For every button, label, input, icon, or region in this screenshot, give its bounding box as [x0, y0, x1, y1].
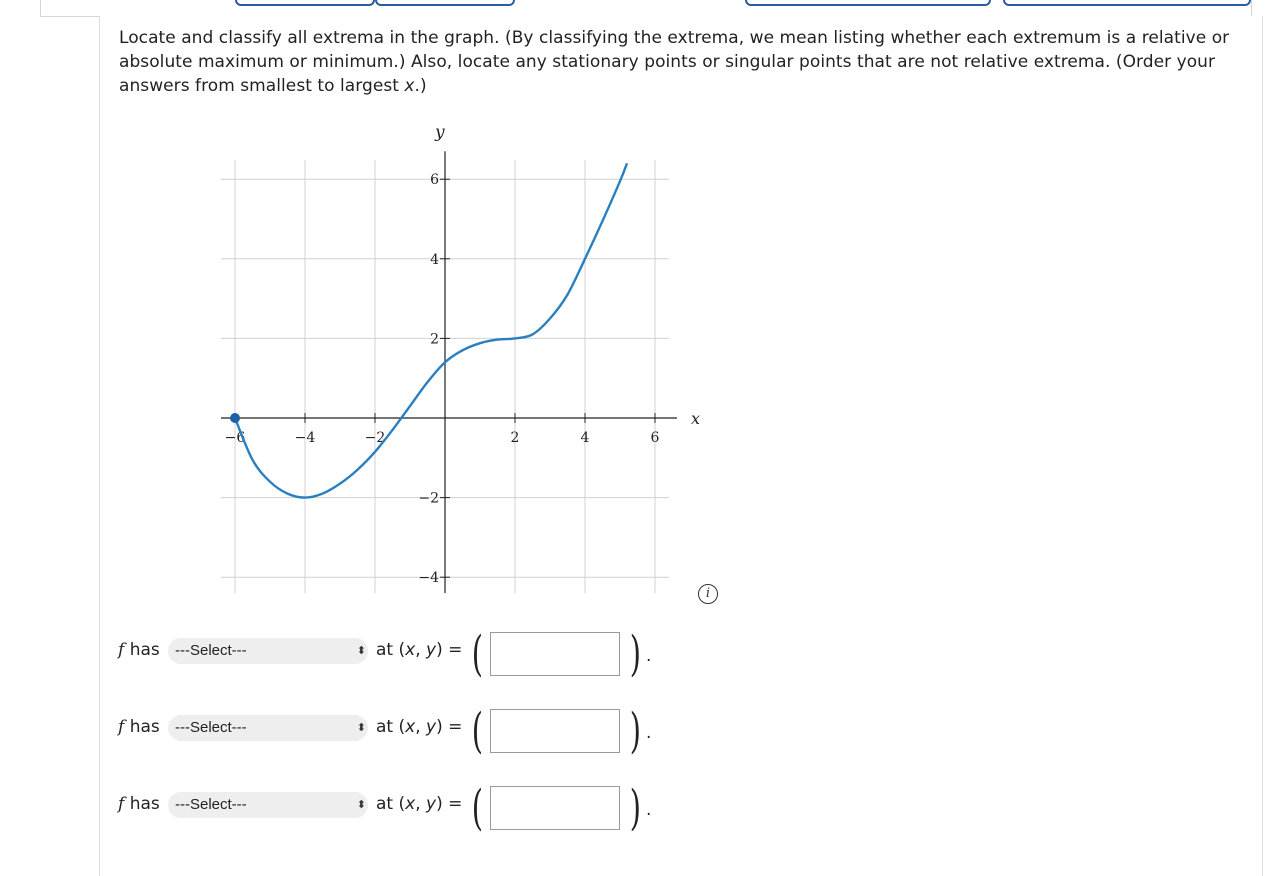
period: .: [646, 646, 652, 666]
open-paren: (: [471, 780, 483, 836]
y-tick-label: 2: [430, 331, 439, 348]
x-axis-label: x: [691, 409, 700, 428]
x-tick-label: −6: [224, 430, 246, 446]
f-has-label: f has: [118, 640, 160, 660]
info-icon[interactable]: i: [698, 584, 718, 604]
y-tick-label: −2: [418, 490, 439, 507]
question-text: [119, 26, 1249, 98]
x-tick-label: −2: [364, 430, 386, 446]
period: .: [646, 800, 652, 820]
period: .: [646, 723, 652, 743]
f-has-label: f has: [118, 794, 160, 814]
open-paren: (: [471, 703, 483, 759]
toolbar-button-2[interactable]: [375, 0, 515, 6]
at-xy-label: at (x, y) =: [376, 717, 463, 737]
close-paren: ): [629, 626, 641, 682]
at-xy-label: at (x, y) =: [376, 794, 463, 814]
coordinate-input[interactable]: [490, 709, 620, 753]
question-x-var: x: [404, 76, 415, 96]
close-paren: ): [629, 703, 641, 759]
chevron-updown-icon: ⬍: [356, 722, 366, 734]
y-tick-label: −4: [418, 570, 439, 587]
chevron-updown-icon: ⬍: [356, 799, 366, 811]
coordinate-input[interactable]: [490, 632, 620, 676]
close-paren: ): [629, 780, 641, 836]
extremum-type-select[interactable]: ---Select--- ⬍: [168, 792, 368, 818]
answer-row-2: [118, 703, 678, 759]
x-tick-label: 6: [650, 430, 660, 446]
question-body: Locate and classify all extrema in the graph. (By classifying the extrema, we mean listing whether each extremum is a relative or absolute maximum or minimum.) Also, locate any stationary points or singular points that are not relative extrema. (Order your answers from smallest to largest: [119, 28, 1230, 96]
y-axis-label: y: [435, 122, 445, 143]
x-tick-label: 4: [580, 430, 590, 446]
coordinate-input[interactable]: [490, 786, 620, 830]
extremum-type-select[interactable]: ---Select--- ⬍: [168, 715, 368, 741]
extremum-type-select[interactable]: ---Select--- ⬍: [168, 638, 368, 664]
y-tick-label: 6: [430, 172, 439, 189]
open-paren: (: [471, 626, 483, 682]
question-tail: .): [414, 76, 427, 96]
y-tick-label: 4: [430, 251, 439, 268]
at-xy-label: at (x, y) =: [376, 640, 463, 660]
answer-row-3: [118, 780, 678, 836]
x-tick-label: 2: [510, 430, 520, 446]
endpoint-dot: [230, 413, 240, 423]
x-tick-label: −4: [294, 430, 316, 446]
graph-svg: [210, 120, 700, 610]
top-toolbar-strip: [40, 0, 1252, 17]
answer-row-1: [118, 626, 678, 682]
toolbar-button-1[interactable]: [235, 0, 375, 6]
f-has-label: f has: [118, 717, 160, 737]
toolbar-button-3[interactable]: [745, 0, 991, 6]
function-graph: [210, 120, 700, 614]
chevron-updown-icon: ⬍: [356, 645, 366, 657]
toolbar-button-4[interactable]: [1003, 0, 1251, 6]
